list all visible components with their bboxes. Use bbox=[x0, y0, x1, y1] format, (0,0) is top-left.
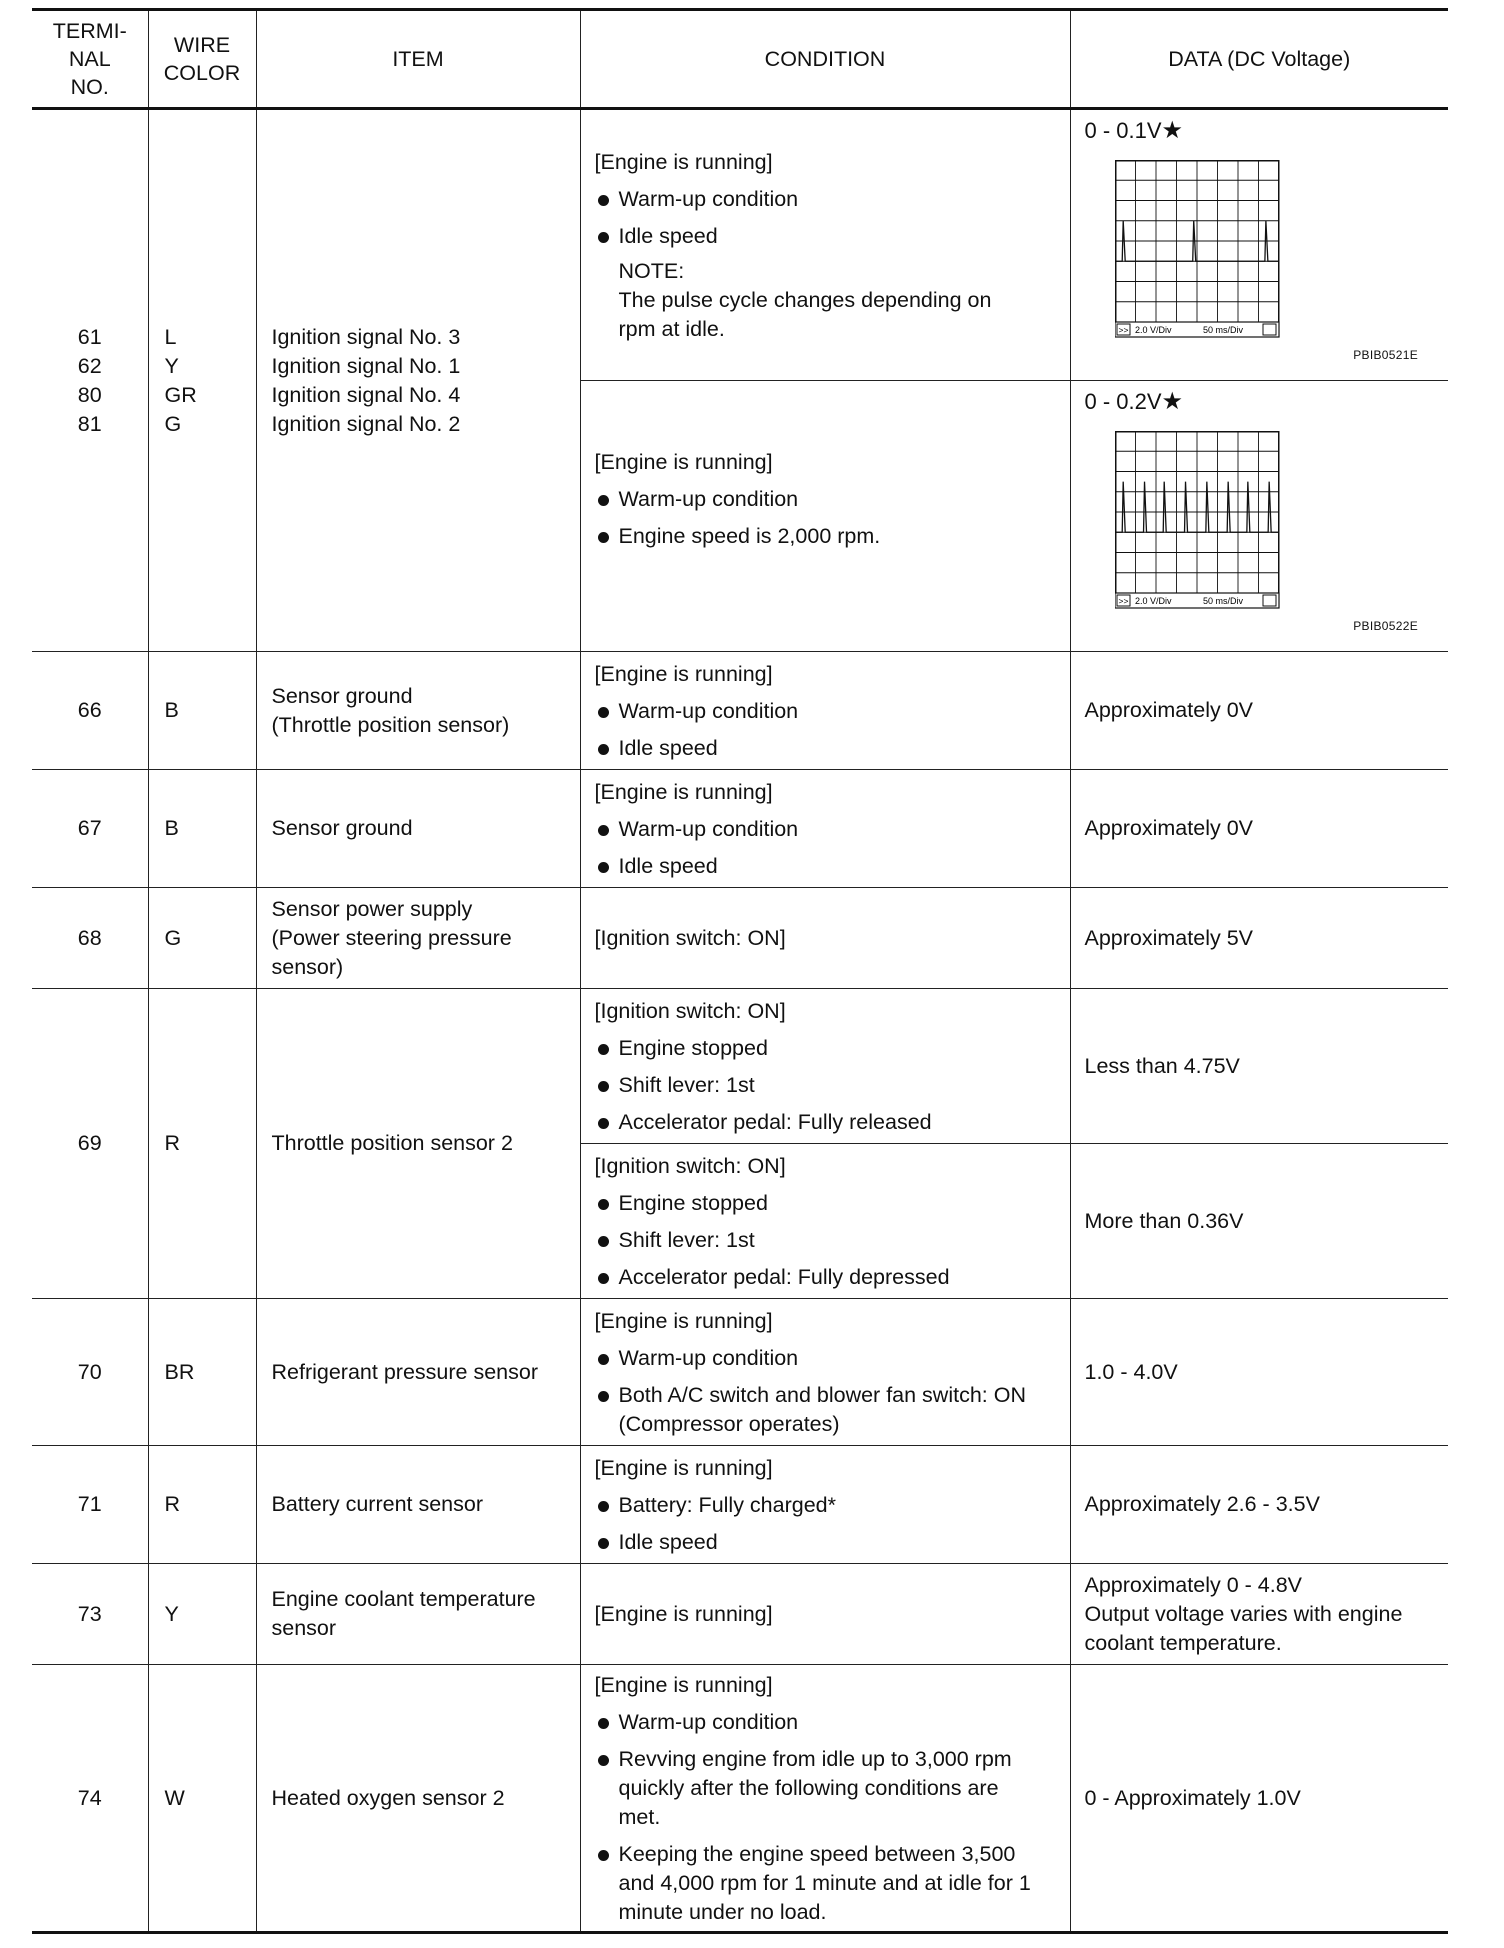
item-cell: Heated oxygen sensor 2 bbox=[256, 1665, 580, 1933]
wire-color-cell: G bbox=[148, 888, 256, 989]
scope-time-div: 50 ms/Div bbox=[1202, 325, 1243, 335]
terminal-cell: 68 bbox=[32, 888, 148, 989]
condition-bullet: Idle speed bbox=[595, 1528, 1064, 1557]
condition-bullet: Accelerator pedal: Fully released bbox=[595, 1108, 1064, 1137]
condition-bullet: Idle speed bbox=[595, 734, 1064, 763]
condition-bullet: Warm-up condition bbox=[595, 697, 1064, 726]
condition-bullet: Revving engine from idle up to 3,000 rpm quickly after the following conditions are met. bbox=[595, 1745, 1064, 1832]
figure-code: PBIB0521E bbox=[1353, 348, 1418, 362]
condition-cell: [Engine is running] Warm-up condition Both A/C switch and blower fan switch: ON (Compressor operates) bbox=[580, 1299, 1070, 1446]
condition-cell: [Ignition switch: ON] Engine stopped Shift lever: 1st Accelerator pedal: Fully released bbox=[580, 989, 1070, 1144]
table-row bbox=[32, 652, 1448, 770]
wire-color-cell: B bbox=[148, 652, 256, 770]
data-cell: Approximately 0 - 4.8V Output voltage varies with engine coolant temperature. bbox=[1070, 1564, 1448, 1665]
wire-color-cell: B bbox=[148, 770, 256, 888]
wire-color-cell: Y bbox=[148, 1564, 256, 1665]
figure-code: PBIB0522E bbox=[1353, 619, 1418, 633]
condition-cell: [Engine is running] Warm-up condition Engine speed is 2,000 rpm. bbox=[580, 381, 1070, 652]
condition-bullet: Battery: Fully charged* bbox=[595, 1491, 1064, 1520]
header-terminal: TERMI- NAL NO. bbox=[32, 10, 148, 109]
condition-bullet: Idle speed bbox=[595, 222, 1064, 251]
wire-color-cell: BR bbox=[148, 1299, 256, 1446]
terminal-data-table bbox=[32, 8, 1448, 1934]
data-cell: More than 0.36V bbox=[1070, 1144, 1448, 1299]
condition-bullet: Warm-up condition bbox=[595, 1344, 1064, 1373]
item-cell: Refrigerant pressure sensor bbox=[256, 1299, 580, 1446]
wire-color-cell: R bbox=[148, 1446, 256, 1564]
condition-bullet: Shift lever: 1st bbox=[595, 1226, 1064, 1255]
condition-cell: [Engine is running] Battery: Fully charged* Idle speed bbox=[580, 1446, 1070, 1564]
header-item: ITEM bbox=[256, 10, 580, 109]
condition-bullet: Warm-up condition bbox=[595, 815, 1064, 844]
table-row bbox=[32, 989, 1448, 1144]
terminal-cell: 66 bbox=[32, 652, 148, 770]
condition-bullet: Warm-up condition bbox=[595, 1708, 1064, 1737]
terminal-cell: 71 bbox=[32, 1446, 148, 1564]
condition-cell: [Engine is running] Warm-up condition Revving engine from idle up to 3,000 rpm quickly after the following conditions are met. Keeping the engine speed between 3,500 and 4,000 rpm for 1 minute and at idle for 1 minute under no load. bbox=[580, 1665, 1070, 1933]
condition-bullet: Idle speed bbox=[595, 852, 1064, 881]
condition-bullet: Engine speed is 2,000 rpm. bbox=[595, 522, 1064, 551]
voltage-value: 0 - 0.1V★ bbox=[1084, 117, 1184, 144]
header-data: DATA (DC Voltage) bbox=[1070, 10, 1448, 109]
data-cell bbox=[1070, 109, 1448, 381]
data-cell: Less than 4.75V bbox=[1070, 989, 1448, 1144]
scope-volt-div: 2.0 V/Div bbox=[1134, 325, 1172, 335]
wire-color-cell: R bbox=[148, 989, 256, 1299]
data-cell: 0 - Approximately 1.0V bbox=[1070, 1665, 1448, 1933]
item-cell: Sensor ground (Throttle position sensor) bbox=[256, 652, 580, 770]
scope-icon: >> bbox=[1118, 325, 1128, 335]
condition-cell: [Ignition switch: ON] Engine stopped Shift lever: 1st Accelerator pedal: Fully depressed bbox=[580, 1144, 1070, 1299]
scope-time-div: 50 ms/Div bbox=[1202, 596, 1243, 606]
terminal-cell: 73 bbox=[32, 1564, 148, 1665]
table-row bbox=[32, 1564, 1448, 1665]
data-cell: Approximately 2.6 - 3.5V bbox=[1070, 1446, 1448, 1564]
condition-bullet: Accelerator pedal: Fully depressed bbox=[595, 1263, 1064, 1292]
data-cell: Approximately 0V bbox=[1070, 770, 1448, 888]
condition-cell: [Engine is running] Warm-up condition Idle speed bbox=[580, 770, 1070, 888]
condition-note: NOTE: The pulse cycle changes depending on rpm at idle. bbox=[618, 258, 992, 341]
item-cell: Battery current sensor bbox=[256, 1446, 580, 1564]
condition-bullet: Engine stopped bbox=[595, 1034, 1064, 1063]
wire-color-cell: L Y GR G bbox=[148, 109, 256, 652]
terminal-cell: 69 bbox=[32, 989, 148, 1299]
data-cell: 1.0 - 4.0V bbox=[1070, 1299, 1448, 1446]
table-row bbox=[32, 888, 1448, 989]
data-cell: Approximately 5V bbox=[1070, 888, 1448, 989]
condition-bullet: Shift lever: 1st bbox=[595, 1071, 1064, 1100]
oscilloscope-waveform-2 bbox=[1115, 431, 1283, 611]
condition-cell: [Engine is running] Warm-up condition Idle speed bbox=[580, 652, 1070, 770]
table-row bbox=[32, 770, 1448, 888]
data-cell: Approximately 0V bbox=[1070, 652, 1448, 770]
item-cell: Ignition signal No. 3 Ignition signal No. 1 Ignition signal No. 4 Ignition signal No. 2 bbox=[256, 109, 580, 652]
condition-cell: [Engine is running] bbox=[580, 1564, 1070, 1665]
header-wire-color: WIRE COLOR bbox=[148, 10, 256, 109]
terminal-cell: 61 62 80 81 bbox=[32, 109, 148, 652]
table-row bbox=[32, 1299, 1448, 1446]
condition-cell: [Engine is running] Warm-up condition Idle speed NOTE: The pulse cycle changes depending on rpm at idle. bbox=[580, 109, 1070, 381]
item-cell: Throttle position sensor 2 bbox=[256, 989, 580, 1299]
condition-bullet: Warm-up condition bbox=[595, 185, 1064, 214]
oscilloscope-waveform-1 bbox=[1115, 160, 1283, 340]
condition-bullet: Warm-up condition bbox=[595, 485, 1064, 514]
voltage-value: 0 - 0.2V★ bbox=[1084, 388, 1184, 415]
table-row bbox=[32, 1446, 1448, 1564]
table-row bbox=[32, 1665, 1448, 1933]
condition-bullet: Engine stopped bbox=[595, 1189, 1064, 1218]
condition-bullet: Both A/C switch and blower fan switch: ON (Compressor operates) bbox=[595, 1381, 1064, 1439]
scope-icon: >> bbox=[1118, 596, 1128, 606]
condition-bullet: Keeping the engine speed between 3,500 and 4,000 rpm for 1 minute and at idle for 1 minute under no load. bbox=[595, 1840, 1064, 1927]
item-cell: Sensor ground bbox=[256, 770, 580, 888]
condition-cell: [Ignition switch: ON] bbox=[580, 888, 1070, 989]
header-condition: CONDITION bbox=[580, 10, 1070, 109]
terminal-cell: 74 bbox=[32, 1665, 148, 1933]
item-cell: Engine coolant temperature sensor bbox=[256, 1564, 580, 1665]
wire-color-cell: W bbox=[148, 1665, 256, 1933]
header-row bbox=[32, 10, 1448, 109]
table-row bbox=[32, 109, 1448, 381]
item-cell: Sensor power supply (Power steering pressure sensor) bbox=[256, 888, 580, 989]
data-cell bbox=[1070, 381, 1448, 652]
scope-volt-div: 2.0 V/Div bbox=[1134, 596, 1172, 606]
terminal-cell: 67 bbox=[32, 770, 148, 888]
terminal-cell: 70 bbox=[32, 1299, 148, 1446]
